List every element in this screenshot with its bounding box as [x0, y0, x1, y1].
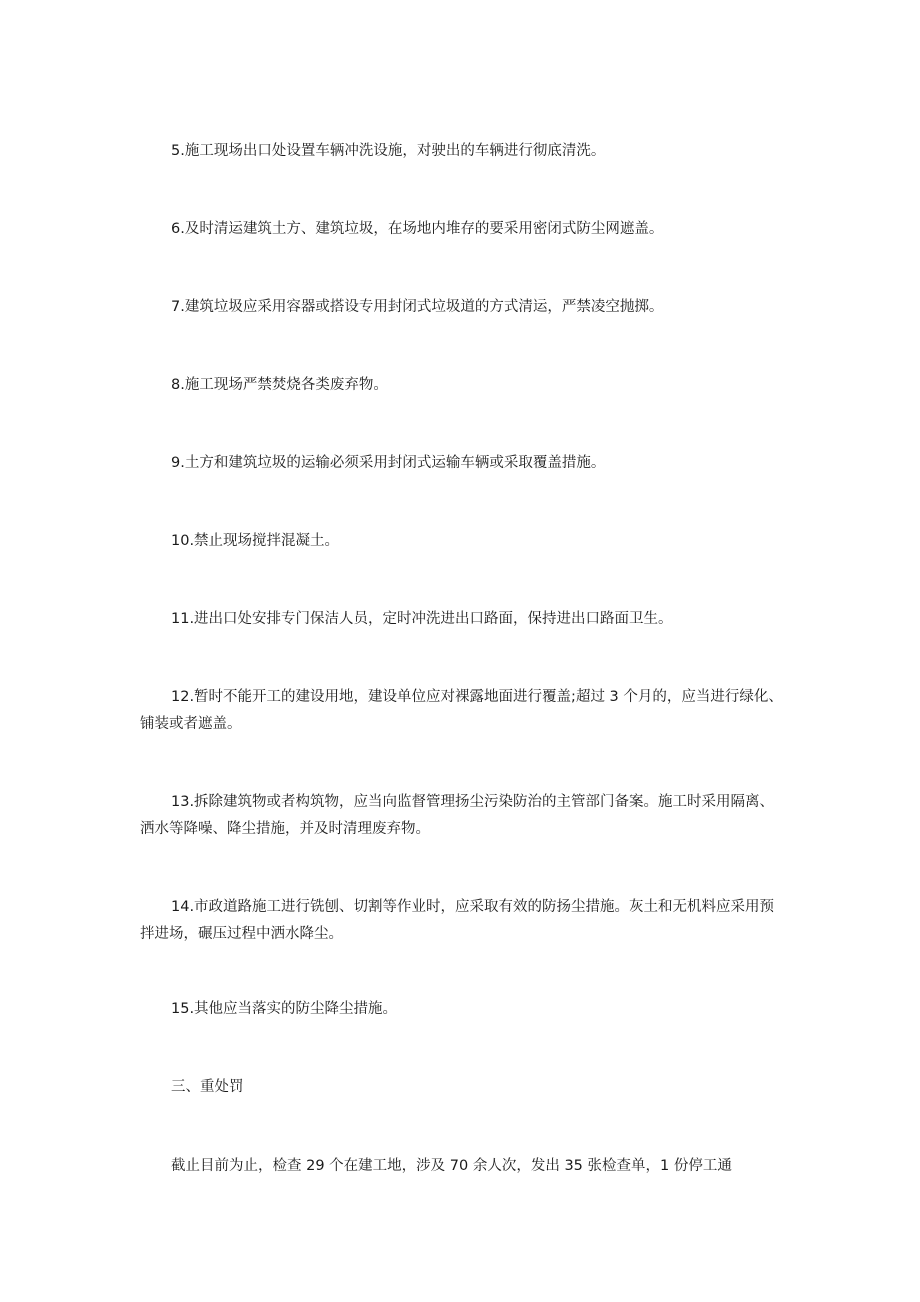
paragraph-item-13: 13.拆除建筑物或者构筑物，应当向监督管理扬尘污染防治的主管部门备案。施工时采用隔离、洒水等降噪、降尘措施，并及时清理废弃物。 [140, 794, 775, 837]
paragraph-summary: 截止目前为止，检查 29 个在建工地，涉及 70 余人次，发出 35 张检查单，1 份停工通 [171, 1158, 732, 1174]
paragraph-item-5: 5.施工现场出口处设置车辆冲洗设施，对驶出的车辆进行彻底清洗。 [171, 143, 606, 159]
paragraph-item-10: 10.禁止现场搅拌混凝土。 [171, 533, 340, 549]
paragraph-item-12: 12.暂时不能开工的建设用地，建设单位应对裸露地面进行覆盖;超过 3 个月的，应当进行绿化、铺装或者遮盖。 [140, 689, 783, 732]
paragraph-item-15: 15.其他应当落实的防尘降尘措施。 [171, 1001, 398, 1017]
section-heading: 三、重处罚 [171, 1079, 244, 1095]
paragraph-item-8: 8.施工现场严禁焚烧各类废弃物。 [171, 377, 388, 393]
paragraph-item-14: 14.市政道路施工进行铣刨、切割等作业时，应采取有效的防扬尘措施。灰土和无机料应采用预拌进场，碾压过程中洒水降尘。 [140, 899, 775, 942]
paragraph-item-9: 9.土方和建筑垃圾的运输必须采用封闭式运输车辆或采取覆盖措施。 [171, 455, 606, 471]
paragraph-item-6: 6.及时清运建筑土方、建筑垃圾，在场地内堆存的要采用密闭式防尘网遮盖。 [171, 221, 664, 237]
paragraph-item-7: 7.建筑垃圾应采用容器或搭设专用封闭式垃圾道的方式清运，严禁凌空抛掷。 [171, 299, 664, 315]
paragraph-item-11: 11.进出口处安排专门保洁人员，定时冲洗进出口路面，保持进出口路面卫生。 [171, 611, 673, 627]
